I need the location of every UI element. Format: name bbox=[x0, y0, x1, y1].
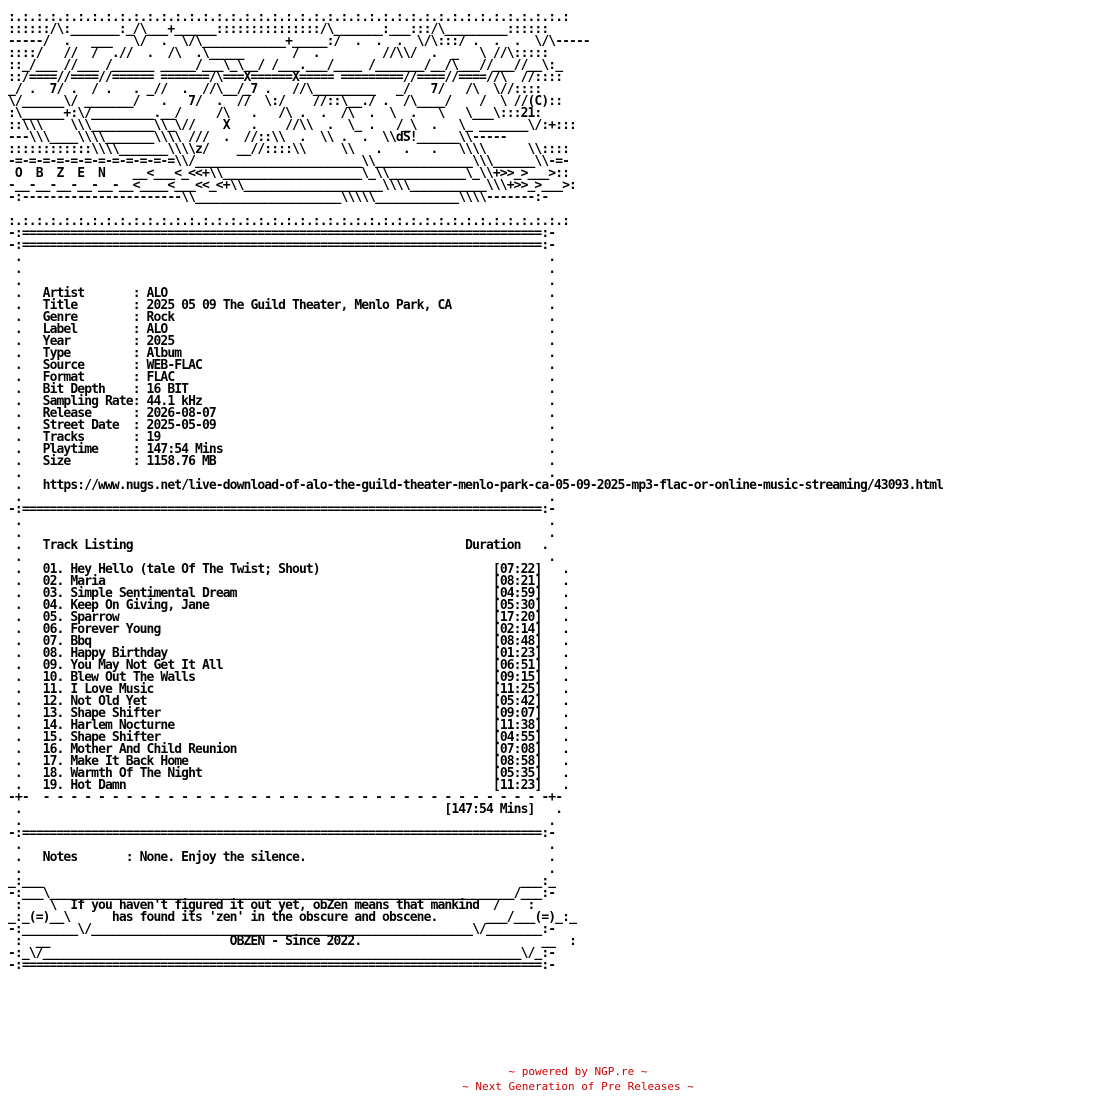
track-title: Hot Damn bbox=[70, 778, 126, 793]
track-duration: 09:15 bbox=[499, 670, 535, 685]
ascii-art-line: :.:.:.:.:.:.:.:.:.:.:.:.:.:.:.:.:.:.:.:.:.:.:.:.:.:.:.:.:.:.:.:.:.:.:.:.:.:.:.:.: bbox=[8, 10, 570, 25]
track-title: Simple Sentimental Dream bbox=[70, 586, 237, 601]
track-duration: 11:23 bbox=[499, 778, 535, 793]
ascii-art-line: _/ . 7/ . / . . _// . //\__/_7 . //\_________ _/ 7/ /\ \//:::: bbox=[8, 82, 542, 97]
powered-by-text: ~ powered by NGP.re ~ bbox=[508, 1065, 648, 1078]
info-label: Title bbox=[42, 298, 133, 313]
track-title: Keep On Giving, Jane bbox=[70, 598, 209, 613]
ascii-art-line: ::::/ // / .// . /\ .\_____ / . //\\/ . _ \ //\::::: bbox=[8, 46, 549, 61]
track-duration: 05:30 bbox=[499, 598, 535, 613]
track-title: Harlem Nocturne bbox=[70, 718, 175, 733]
since-text: OBZEN - Since 2022. bbox=[229, 934, 362, 949]
info-value: 19 bbox=[146, 430, 161, 445]
track-number: 16. bbox=[42, 742, 71, 757]
info-value: 2025 bbox=[146, 334, 175, 349]
track-title: You May Not Get It All bbox=[70, 658, 223, 673]
info-value: 16 BIT bbox=[146, 382, 189, 397]
ascii-art-line: -----/ . ___ \/ . \/\____________+_____:/ . . . \/\:::/ . . . \/\----- bbox=[8, 34, 590, 49]
ascii-art-line: -__-__-__-__-__-__<____<___<<_<+\\____________________\\\\___________\\\+>>_>___>: bbox=[8, 178, 576, 193]
ascii-art-line: \/______\/ _______/ . 7/ . // \:/ //::\__./ . /\____/ / \ //(C):: bbox=[8, 94, 563, 109]
track-duration: 07:08 bbox=[499, 742, 535, 757]
info-label: Source bbox=[42, 358, 133, 373]
track-number: 01. bbox=[42, 562, 71, 577]
track-title: Forever Young bbox=[70, 622, 161, 637]
track-title: I Love Music bbox=[70, 682, 154, 697]
track-title: Maria bbox=[70, 574, 105, 589]
info-label: Tracks bbox=[42, 430, 133, 445]
ascii-art-line: :\______+:\/_________.__/ /\ . /\ . . /\ . \ . \ \___\:::21: bbox=[8, 106, 542, 121]
track-duration: 11:25 bbox=[499, 682, 535, 697]
track-duration: 07:22 bbox=[499, 562, 535, 577]
info-label: Label bbox=[42, 322, 133, 337]
info-label: Format bbox=[42, 370, 133, 385]
info-value: 147:54 Mins bbox=[146, 442, 223, 457]
track-duration: 08:48 bbox=[499, 634, 535, 649]
track-number: 14. bbox=[42, 718, 71, 733]
track-title: Shape Shifter bbox=[70, 706, 161, 721]
info-value: 2026-08-07 bbox=[146, 406, 216, 421]
track-duration: 05:35 bbox=[499, 766, 535, 781]
track-number: 18. bbox=[42, 766, 71, 781]
release-url: https://www.nugs.net/live-download-of-alo-the-guild-theater-menlo-park-ca-05-09-2025-mp3-flac-or-online-music-streaming/43093.html bbox=[42, 478, 944, 493]
track-title: Warmth Of The Night bbox=[70, 766, 202, 781]
track-number: 19. bbox=[42, 778, 71, 793]
info-label: Size bbox=[42, 454, 133, 469]
info-label: Sampling Rate bbox=[42, 394, 133, 409]
info-value: FLAC bbox=[146, 370, 175, 385]
track-title: Hey Hello (tale Of The Twist; Shout) bbox=[70, 562, 320, 577]
info-value: 44.1 kHz bbox=[146, 394, 202, 409]
footer bbox=[0, 1064, 1096, 1094]
track-duration: 04:59 bbox=[499, 586, 535, 601]
info-label: Street Date bbox=[42, 418, 133, 433]
ascii-art-line: ::::::::::::\\\\_______\\\\z/ __//::::\\ \\ . . . \\\\ \\:::: bbox=[8, 142, 570, 157]
track-duration: 01:23 bbox=[499, 646, 535, 661]
track-duration: 11:38 bbox=[499, 718, 535, 733]
info-value: WEB-FLAC bbox=[146, 358, 202, 373]
track-number: 02. bbox=[42, 574, 71, 589]
info-value: 1158.76 MB bbox=[146, 454, 216, 469]
ascii-art-line: ---\\\____\\\\_______\\\\ /// . //::\\ . \\ . . \\dS!______\\----- bbox=[8, 130, 507, 145]
track-title: Sparrow bbox=[70, 610, 119, 625]
track-listing-header: Track Listing bbox=[42, 538, 133, 553]
info-label: Bit Depth bbox=[42, 382, 133, 397]
track-title: Shape Shifter bbox=[70, 730, 161, 745]
notes-label: Notes bbox=[42, 850, 126, 865]
track-number: 10. bbox=[42, 670, 71, 685]
track-duration: 09:07 bbox=[499, 706, 535, 721]
track-number: 13. bbox=[42, 706, 71, 721]
tagline-line-2: has found its 'zen' in the obscure and obscene. bbox=[111, 910, 438, 925]
track-number: 09. bbox=[42, 658, 71, 673]
info-label: Type bbox=[42, 346, 133, 361]
info-label: Genre bbox=[42, 310, 133, 325]
ascii-art-line: ::\\\ \\\_________\\_\// X . //\\ . \_ . /_\ . \_ _______\/:+::: bbox=[8, 118, 576, 133]
ascii-art-line: -:-----------------------\\_____________________\\\\\____________\\\\-------:- bbox=[8, 190, 549, 205]
track-title: Happy Birthday bbox=[70, 646, 168, 661]
track-title: Mother And Child Reunion bbox=[70, 742, 237, 757]
ascii-art-line: O B Z E N __<___<_<<+\\____________________\_\\___________\_\\+>>_>___>:: bbox=[8, 166, 570, 181]
tagline-line-1: If you haven't figured it out yet, obZen means that mankind bbox=[70, 898, 480, 913]
track-duration: 08:21 bbox=[499, 574, 535, 589]
track-duration: 02:14 bbox=[499, 622, 535, 637]
ascii-art-line: ::/====//====//====== =======/\===X======X===== =========//====//====//\ //:::: bbox=[8, 70, 563, 85]
track-number: 12. bbox=[42, 694, 71, 709]
total-playtime: [147:54 Mins] bbox=[444, 802, 535, 817]
track-number: 07. bbox=[42, 634, 71, 649]
nfo-text-block: :.:.:.:.:.:.:.:.:.:.:.:.:.:.:.:.:.:.:.:.:.:.:.:.:.:.:.:.:.:.:.:.:.:.:.:.:.:.:.:.: ::::::/\:_______:_/\___+______:::::::::::::::/\_______:___:::/\_________:::::: -----/ . ___ \/ . \/\____________+_____:/ . . . \/\:::/ . . . \/\----- ::::/ // / .// . /\ .\_____ / . //\\/ . _ \ //\::::: ::_/___ //___ /______ _____/___\_\__/ /___.___/____ /_______/__/\___//___//__\:_ ::/====//====//====== =======/\===X======X===== =========//====//====//\ //:::: _/ . 7/ . / . . _// . //\__/_7 . //\_________ _/ 7/ /\ \//:::: \/______\/ _______/ . 7/ . // \:/ //::\__./ . /\____/ / \ //(C):: :\______+:\/_________.__/ /\ . /\ . . /\ . \ . \ \___\:::21: ::\\\ \\\_________\\_\// X . //\\ . \_ . /_\ . \_ _______\/:+::: ---\\\____\\\\_______\\\\ /// . //::\\ . \\ . . \\dS!______\\----- ::::::::::::\\\\_______\\\\z/ __//::::\\ \\ . . . \\\\ \\:::: -=-=-=-=-=-=-=-=-=-=-=-=\\/________________________\\______________\\\______\\-=- O B Z E N __<___<_<<+\\____________________\_\\___________\_\\+>>_>___>:: -__-__-__-__-__-__<____<___<<_<+\\____________________\\\\___________\\\+>>_>___>: -:-----------------------\\_____________________\\\\\____________\\\\-------:- :.:.:.:.:.:.:.:.:.:.:.:.:.:.:.:.:.:.:.:.:.:.:.:.:.:.:.:.:.:.:.:.:.:.:.:.:.:.:.:.: -:===========================================================================:- -:===========================================================================:- . . . . . . . Artist : ALO . . Title : 2025 05 09 The Guild Theater, Menlo Park, CA . . Genre : Rock . . Label : ALO . . Year : 2025 . . Type : Album . . Source : WEB-FLAC . . Format : FLAC . . Bit Depth : 16 BIT . . Sampling Rate: 44.1 kHz . . Release : 2026-08-07 . . Street Date : 2025-05-09 . . Tracks : 19 . . Playtime : 147:54 Mins . . Size : 1158.76 MB . . . . https://www.nugs.net/live-download-of-alo-the-guild-theater-menlo-park-ca-05-09-2025-mp3-flac-or-online-music-streaming/43093.html . . -:===========================================================================:- . . . . . Track Listing Duration . . . . 01. Hey Hello (tale Of The Twist; Shout) [07:22] . . 02. Maria [08:21] . . 03. Simple Sentimental Dream [04:59] . . 04. Keep On Giving, Jane [05:30] . . 05. Sparrow [17:20] . . 06. Forever Young [02:14] . . 07. Bbq [08:48] . . 08. Happy Birthday [01:23] . . 09. You May Not Get It All [06:51] . . 10. Blew Out The Walls [09:15] . . 11. I Love Music [11:25] . . 12. Not Old Yet [05:42] . . 13. Shape Shifter [09:07] . . 14. Harlem Nocturne [11:38] . . 15. Shape Shifter [04:55] . . 16. Mother And Child Reunion [07:08] . . 17. Make It Back Home [08:58] . . 18. Warmth Of The Night [05:35] . . 19. Hot Damn [11:23] . -+- - - - - - - - - - - - - - - - - - - - - - - - - - - - - - - - - - - - - -+- . [147:54 Mins] . . . -:===========================================================================:- . . . Notes : None. Enjoy the silence. . . . _:___ ___:_ -:___\___________________________________________________________________/___:- : \ If you haven't figured it out yet, obZen means that mankind / : _:_(=)__\ has found its 'zen' in the obscure and obscene. ___/___(=)_:_ -:________\/_______________________________________________________\/________:- : __ OBZEN - Since 2022. __ : -:_\/_____________________________________________________________________\/_:- -:===========================================================================:- bbox=[8, 10, 944, 973]
track-duration: 08:58 bbox=[499, 754, 535, 769]
info-label: Playtime bbox=[42, 442, 133, 457]
next-gen-text: ~ Next Generation of Pre Releases ~ bbox=[462, 1080, 694, 1093]
ascii-art-line: -=-=-=-=-=-=-=-=-=-=-=-=\\/________________________\\______________\\\______\\-=- bbox=[8, 154, 570, 169]
ascii-art-line: ::_/___ //___ /______ _____/___\_\__/ /___.___/____ /_______/__/\___//___//__\:_ bbox=[8, 58, 563, 73]
info-label: Year bbox=[42, 334, 133, 349]
track-title: Make It Back Home bbox=[70, 754, 189, 769]
track-title: Not Old Yet bbox=[70, 694, 147, 709]
notes-value: None. Enjoy the silence. bbox=[139, 850, 306, 865]
track-number: 04. bbox=[42, 598, 71, 613]
info-value: ALO bbox=[146, 286, 168, 301]
info-value: Album bbox=[146, 346, 182, 361]
track-number: 15. bbox=[42, 730, 71, 745]
info-label: Artist bbox=[42, 286, 133, 301]
track-duration: 06:51 bbox=[499, 658, 535, 673]
info-value: 2025-05-09 bbox=[146, 418, 216, 433]
info-value: 2025 05 09 The Guild Theater, Menlo Park, CA bbox=[146, 298, 452, 313]
track-number: 03. bbox=[42, 586, 71, 601]
info-value: Rock bbox=[146, 310, 175, 325]
track-duration: 04:55 bbox=[499, 730, 535, 745]
track-number: 08. bbox=[42, 646, 71, 661]
ascii-art-line: ::::::/\:_______:_/\___+______:::::::::::::::/\_______:___:::/\_________:::::: bbox=[8, 22, 549, 37]
track-title: Bbq bbox=[70, 634, 92, 649]
info-label: Release bbox=[42, 406, 133, 421]
duration-header: Duration bbox=[465, 538, 521, 553]
track-title: Blew Out The Walls bbox=[70, 670, 196, 685]
track-number: 11. bbox=[42, 682, 71, 697]
track-number: 05. bbox=[42, 610, 71, 625]
info-value: ALO bbox=[146, 322, 168, 337]
track-duration: 17:20 bbox=[499, 610, 535, 625]
track-duration: 05:42 bbox=[499, 694, 535, 709]
track-number: 06. bbox=[42, 622, 71, 637]
track-number: 17. bbox=[42, 754, 71, 769]
